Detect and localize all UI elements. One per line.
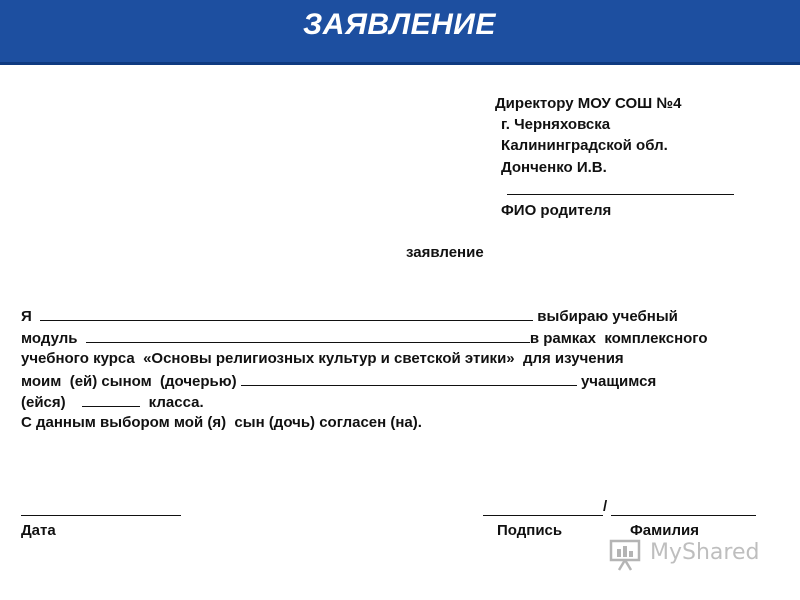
body-line-4: [21, 372, 656, 390]
addressee-line-name: Донченко И.В.: [501, 159, 607, 176]
addressee-line-region: Калининградской обл.: [501, 137, 668, 154]
addressee-line-director: Директору МОУ СОШ №4: [495, 95, 682, 112]
body-student-text: учащимся: [580, 373, 657, 390]
date-field[interactable]: [21, 515, 181, 516]
class-number-field[interactable]: [82, 393, 140, 407]
body-pronoun: Я: [21, 308, 32, 325]
signature-separator: /: [603, 498, 608, 515]
header-banner: [0, 0, 800, 65]
body-suffix-text: (ейся): [21, 394, 66, 411]
parent-name-caption: ФИО родителя: [501, 202, 612, 219]
page-title: ЗАЯВЛЕНИЕ: [303, 8, 496, 41]
body-module-label: модуль: [21, 330, 78, 347]
module-name-field[interactable]: [86, 329, 530, 343]
surname-field[interactable]: [611, 515, 756, 516]
signature-label: Подпись: [497, 522, 563, 539]
body-line-3: учебного курса «Основы религиозных культур и светской этики» для изучения: [21, 350, 624, 367]
presentation-board-icon: [608, 536, 644, 572]
addressee-line-city: г. Черняховска: [501, 116, 611, 133]
statement-heading: заявление: [406, 244, 484, 261]
body-line-1: [21, 307, 678, 325]
watermark-text: MyShared: [650, 540, 760, 565]
applicant-name-field[interactable]: [40, 307, 533, 321]
body-within-text: в рамках комплексного: [529, 330, 708, 347]
body-choose-text: выбираю учебный: [537, 308, 678, 325]
signature-field[interactable]: [483, 515, 603, 516]
parent-name-field[interactable]: [507, 194, 734, 195]
surname-label: Фамилия: [630, 522, 699, 539]
date-label: Дата: [21, 522, 56, 539]
body-child-text: моим (ей) сыном (дочерью): [21, 373, 237, 390]
body-line-2: [21, 329, 708, 347]
watermark-logo: [608, 536, 768, 572]
child-name-field[interactable]: [241, 372, 577, 386]
body-line-6: С данным выбором мой (я) сын (дочь) согласен (на).: [21, 414, 422, 431]
body-line-5: [21, 393, 204, 411]
body-class-text: класса.: [148, 394, 204, 411]
